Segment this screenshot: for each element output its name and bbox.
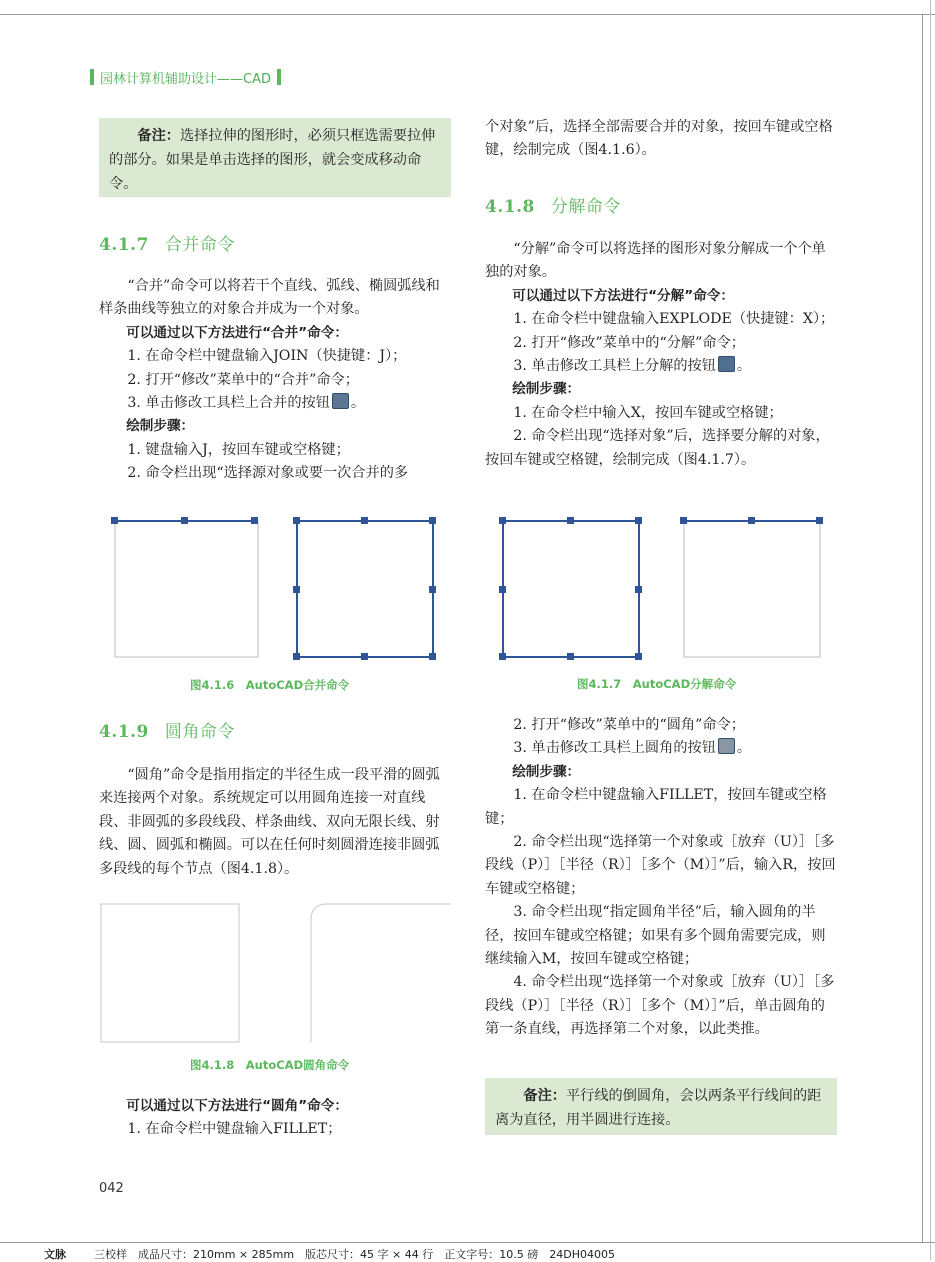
list-item-text: 3. 单击修改工具栏上圆角的按钮 bbox=[513, 740, 716, 757]
list-item-text: 3. 单击修改工具栏上合并的按钮 bbox=[127, 395, 330, 412]
list-item bbox=[485, 737, 837, 760]
section-title: 分解命令 bbox=[550, 197, 621, 217]
fillet-before-shape bbox=[101, 904, 239, 1042]
header-title: 园林计算机辅助设计——CAD bbox=[100, 71, 271, 87]
list-item: 2. 命令栏出现“选择源对象或要一次合并的多 bbox=[127, 465, 409, 482]
running-header bbox=[90, 68, 281, 86]
paragraph: 个对象”后，选择全部需要合并的对象，按回车键或空格键，绘制完成（图4.1.6）。 bbox=[485, 119, 833, 159]
right-text-block-1 bbox=[485, 116, 837, 163]
footer-text: 三校样 成品尺寸：210mm × 285mm 版芯尺寸：45 字 × 44 行 正文字号：10.5 磅 24DH04005 bbox=[94, 1248, 615, 1261]
note-box-fillet bbox=[485, 1078, 837, 1135]
note-box-stretch bbox=[99, 118, 451, 197]
note-text: 选择拉伸的图形时，必须只框选需要拉伸的部分。如果是单击选择的图形，就会变成移动命令。 bbox=[109, 128, 436, 192]
page-number: 042 bbox=[99, 1181, 124, 1196]
methods-heading: 可以通过以下方法进行“合并”命令： bbox=[126, 324, 348, 341]
list-item: 2. 打开“修改”菜单中的“合并”命令； bbox=[127, 371, 359, 388]
list-item: 1. 在命令栏中输入X，按回车键或空格键； bbox=[513, 404, 783, 421]
list-item-end: 。 bbox=[736, 740, 752, 757]
page-right-rule bbox=[922, 14, 923, 1242]
left-text-block-2 bbox=[99, 764, 451, 881]
left-text-block-1 bbox=[99, 275, 451, 486]
section-title: 圆角命令 bbox=[164, 722, 235, 742]
methods-heading: 可以通过以下方法进行“分解”命令： bbox=[512, 287, 734, 304]
right-text-block-2 bbox=[485, 238, 837, 472]
note-text: 平行线的倒圆角，会以两条平行线间的距离为直径，用半圆进行连接。 bbox=[495, 1088, 822, 1128]
section-heading-4-1-7 bbox=[99, 230, 235, 255]
section-number: 4.1.8 bbox=[485, 197, 535, 217]
steps-heading: 绘制步骤： bbox=[512, 381, 581, 398]
list-item bbox=[99, 392, 451, 415]
list-item-text: 3. 单击修改工具栏上分解的按钮 bbox=[513, 358, 716, 375]
list-item: 2. 打开“修改”菜单中的“圆角”命令； bbox=[513, 717, 745, 733]
list-item: 1. 在命令栏中键盘输入FILLET，按回车键或空格键； bbox=[485, 787, 827, 827]
methods-heading: 可以通过以下方法进行“圆角”命令： bbox=[126, 1098, 348, 1114]
note-label: 备注： bbox=[137, 128, 180, 144]
join-tool-icon bbox=[332, 393, 349, 409]
figure-4-1-8 bbox=[99, 900, 451, 1045]
list-item: 1. 在命令栏中键盘输入FILLET； bbox=[127, 1121, 342, 1138]
section-number: 4.1.7 bbox=[99, 235, 149, 255]
figure-caption-4-1-8: 图4.1.8 AutoCAD圆角命令 bbox=[190, 1058, 350, 1072]
left-text-block-3 bbox=[99, 1095, 451, 1142]
section-title: 合并命令 bbox=[164, 235, 235, 255]
list-item: 2. 命令栏出现“选择第一个对象或［放弃（U）］［多段线（P）］［半径（R）］［多个（M）］”后，输入R，按回车键或空格键； bbox=[485, 834, 836, 897]
page-top-rule bbox=[0, 14, 935, 15]
note-label: 备注： bbox=[523, 1088, 566, 1104]
paragraph: “合并”命令可以将若干个直线、弧线、椭圆弧线和样条曲线等独立的对象合并成为一个对象。 bbox=[99, 278, 440, 318]
footer-brand: 文脉 bbox=[44, 1248, 66, 1261]
list-item bbox=[485, 355, 837, 378]
explode-before-shape bbox=[503, 521, 639, 657]
explode-after-shape bbox=[684, 521, 820, 657]
fillet-tool-icon bbox=[718, 738, 735, 754]
right-text-block-3 bbox=[485, 714, 837, 1042]
join-after-shape bbox=[297, 521, 433, 657]
paragraph: “圆角”命令是指用指定的半径生成一段平滑的圆弧来连接两个对象。系统规定可以用圆角连接一对直线段、非圆弧的多段线段、样条曲线、双向无限长线、射线、圆、圆弧和椭圆。可以在任何时刻圆滑连接非圆弧多段线的每个节点（图4.1.8）。 bbox=[99, 767, 440, 877]
figure-caption-4-1-6: 图4.1.6 AutoCAD合并命令 bbox=[190, 678, 350, 692]
list-item: 3. 命令栏出现“指定圆角半径”后，输入圆角的半径，按回车键或空格键；如果有多个圆角需要完成，则继续输入M，按回车键或空格键； bbox=[485, 904, 826, 968]
steps-heading: 绘制步骤： bbox=[126, 418, 195, 435]
list-item: 1. 键盘输入J，按回车键或空格键； bbox=[127, 441, 350, 458]
section-heading-4-1-9 bbox=[99, 717, 235, 742]
figure-caption-4-1-7: 图4.1.7 AutoCAD分解命令 bbox=[577, 677, 737, 691]
explode-tool-icon bbox=[718, 356, 735, 372]
list-item: 2. 命令栏出现“选择对象”后，选择要分解的对象，按回车键或空格键，绘制完成（图4.1.7）。 bbox=[485, 428, 830, 468]
join-before-shape bbox=[115, 521, 258, 657]
figure-4-1-6 bbox=[105, 512, 445, 667]
list-item-end: 。 bbox=[736, 358, 752, 375]
list-item: 1. 在命令栏中键盘输入EXPLODE（快捷键：X）； bbox=[513, 311, 835, 328]
header-bar-left bbox=[90, 69, 94, 85]
fillet-after-shape bbox=[311, 904, 451, 1042]
page-bottom-rule bbox=[0, 1242, 935, 1243]
figure-4-1-7 bbox=[495, 512, 830, 667]
list-item: 2. 打开“修改”菜单中的“分解”命令； bbox=[513, 334, 745, 351]
list-item-end: 。 bbox=[350, 395, 366, 412]
header-bar-right bbox=[277, 69, 281, 85]
list-item: 4. 命令栏出现“选择第一个对象或［放弃（U）］［多段线（P）］［半径（R）］［多个（M）］”后，单击圆角的第一条直线，再选择第二个对象，以此类推。 bbox=[485, 974, 835, 1038]
paragraph: “分解”命令可以将选择的图形对象分解成一个个单独的对象。 bbox=[485, 241, 826, 281]
section-number: 4.1.9 bbox=[99, 722, 149, 742]
section-heading-4-1-8 bbox=[485, 192, 621, 217]
steps-heading: 绘制步骤： bbox=[512, 763, 581, 780]
page-edge-rule bbox=[930, 0, 931, 1260]
list-item: 1. 在命令栏中键盘输入JOIN（快捷键：J）； bbox=[127, 348, 407, 365]
